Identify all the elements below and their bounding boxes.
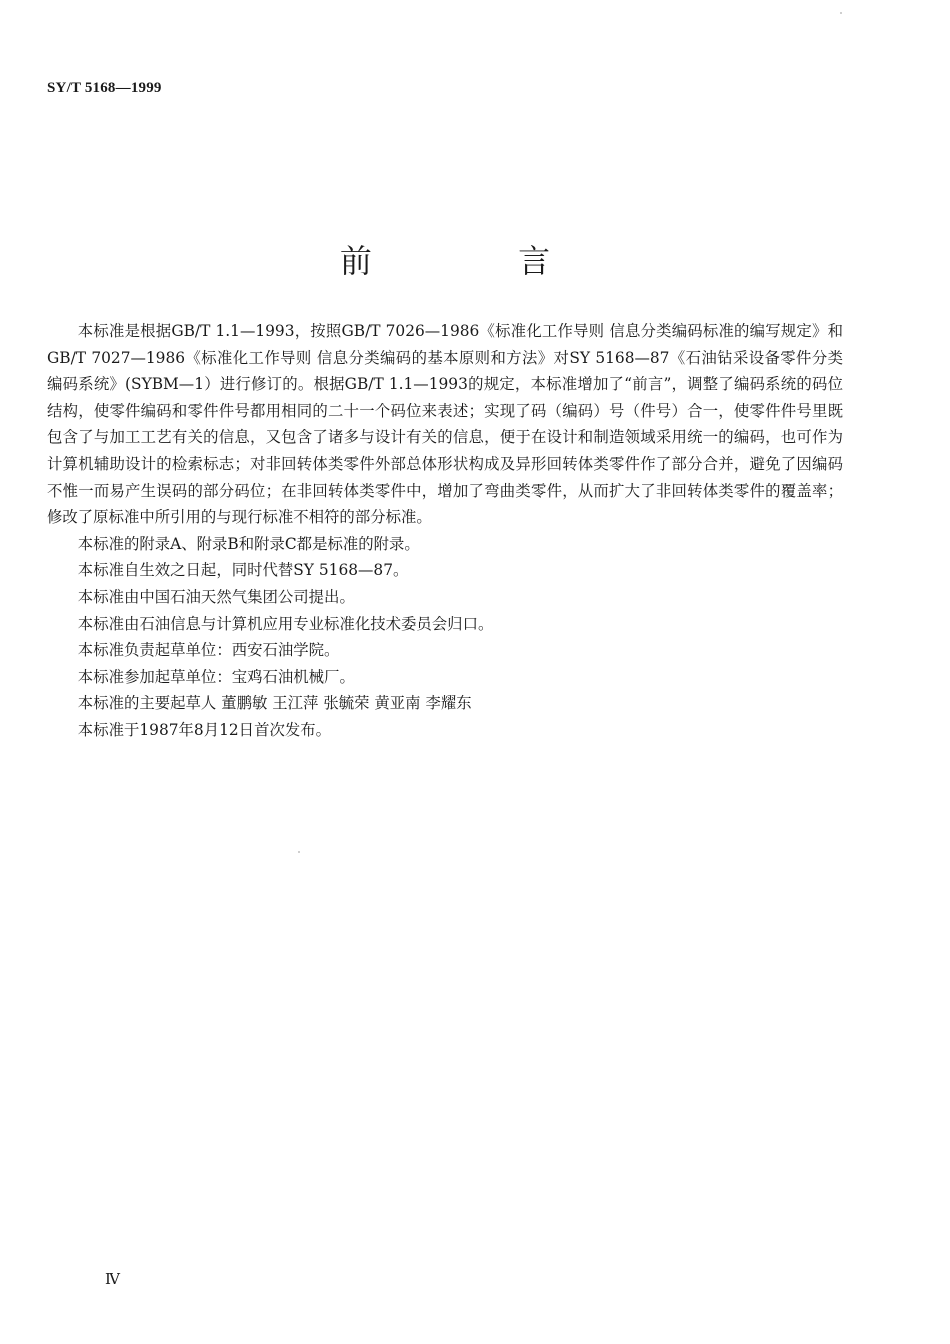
paragraph-participating-drafter: 本标准参加起草单位：宝鸡石油机械厂。 <box>77 667 355 686</box>
page-title: 前 言 <box>339 242 619 280</box>
paragraph-supersedes: 本标准自生效之日起，同时代替SY 5168—87。 <box>77 561 409 580</box>
paragraph-proposer: 本标准由中国石油天然气集团公司提出。 <box>77 587 355 606</box>
paragraph-first-issue: 本标准于1987年8月12日首次发布。 <box>77 720 332 739</box>
paragraph-committee: 本标准由石油信息与计算机应用专业标准化技术委员会归口。 <box>77 614 494 633</box>
paragraph-appendices: 本标准的附录A、附录B和附录C都是标准的附录。 <box>77 534 420 553</box>
page-number: Ⅳ <box>105 1272 120 1288</box>
scan-speck <box>298 851 300 853</box>
standard-code: SY/T 5168—1999 <box>47 80 162 96</box>
paragraph-main-drafters: 本标准的主要起草人 董鹏敏 王江萍 张毓荣 黄亚南 李耀东 <box>77 694 472 713</box>
paragraph-revision-basis: 本标准是根据GB/T 1.1—1993，按照GB/T 7026—1986《标准化工作导则 信息分类编码标准的编写规定》和GB/T 7027—1986《标准化工作导则 信息分类编码的基本原则和方法》对SY 5168—87《石油钻采设备零件分类编码系统》(SYBM—1）进行修订的。根据GB/T 1.1—1993的规定，本标准增加了“前言”，调整了编码系统的码位结构，使零件编码和零件件号都用相同的二十一个码位来表述；实现了码（编码）号（件号）合一，使零件件号里既包含了与加工工艺有关的信息，又包含了诸多与设计有关的信息，便于在设计和制造领域采用统一的编码，也可作为计算机辅助设计的检索标志；对非回转体类零件外部总体形状构成及异形回转体类零件作了部分合并，避免了因编码不惟一而易产生误码的部分码位；在非回转体类零件中，增加了弯曲类零件，从而扩大了非回转体类零件的覆盖率；修改了原标准中所引用的与现行标准不相符的部分标准。 <box>47 322 843 527</box>
scan-speck <box>840 12 842 14</box>
foreword-body <box>47 318 843 744</box>
paragraph-lead-drafter: 本标准负责起草单位：西安石油学院。 <box>77 641 340 660</box>
